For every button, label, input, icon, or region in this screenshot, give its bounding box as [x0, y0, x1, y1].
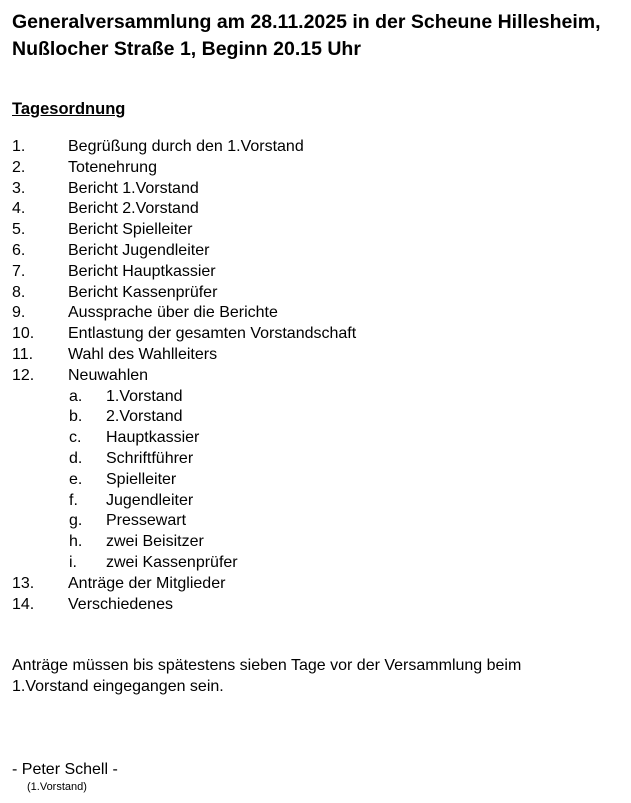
note-line-1: Anträge müssen bis spätestens sieben Tage vor der Versammlung beim	[12, 657, 522, 674]
election-subitem-text: 2.Vorstand	[106, 408, 183, 426]
agenda-item-text: Bericht Spielleiter	[68, 221, 193, 239]
agenda-item-number: 14.	[12, 595, 35, 613]
agenda-item-number: 11.	[12, 345, 34, 363]
title-line-2: Nußlocher Straße 1, Beginn 20.15 Uhr	[12, 38, 361, 60]
agenda-item-text: Neuwahlen	[68, 366, 149, 384]
agenda-item-text: Bericht 2.Vorstand	[68, 200, 199, 218]
election-subitem-text: Spielleiter	[106, 470, 177, 488]
note-line-2: 1.Vorstand eingegangen sein.	[12, 678, 224, 695]
agenda-item-number: 13.	[12, 574, 35, 592]
election-subitem-text: zwei Beisitzer	[106, 533, 204, 551]
election-subitem-text: Pressewart	[106, 512, 187, 530]
election-subitem-letter: c.	[69, 429, 82, 447]
agenda-item-number: 2.	[12, 158, 26, 176]
agenda-item-number: 5.	[12, 221, 26, 239]
agenda-heading: Tagesordnung	[12, 100, 126, 118]
agenda-item-number: 10.	[12, 325, 35, 343]
agenda-item-text: Begrüßung durch den 1.Vorstand	[68, 138, 304, 155]
election-subitem-letter: f.	[69, 491, 78, 509]
agenda-item-text: Totenehrung	[68, 158, 157, 176]
agenda-item-number: 6.	[12, 241, 26, 259]
agenda-item-text: Bericht Kassenprüfer	[68, 283, 218, 301]
election-subitem-text: Jugendleiter	[106, 491, 194, 509]
submission-note	[12, 655, 624, 697]
agenda-item-text: Aussprache über die Berichte	[68, 304, 278, 322]
election-subitem-text: Schriftführer	[106, 449, 194, 467]
signature-name: - Peter Schell -	[12, 761, 118, 778]
agenda-item-number: 4.	[12, 200, 26, 218]
agenda-item-text: Entlastung der gesamten Vorstandschaft	[68, 325, 357, 343]
agenda-item-text: Wahl des Wahlleiters	[68, 345, 218, 363]
election-subitem-text: zwei Kassenprüfer	[106, 553, 238, 571]
agenda-item-text: Bericht Jugendleiter	[68, 241, 210, 259]
election-subitem-text: Hauptkassier	[106, 429, 200, 447]
agenda-item-number: 9.	[12, 304, 26, 322]
election-subitem-letter: e.	[69, 470, 83, 488]
agenda-item-text: Bericht Hauptkassier	[68, 262, 216, 280]
election-subitem-letter: h.	[69, 533, 83, 551]
election-subitem-text: 1.Vorstand	[106, 387, 183, 405]
election-subitem-letter: a.	[69, 387, 83, 405]
agenda-item-number: 12.	[12, 366, 35, 384]
election-subitem-letter: d.	[69, 449, 83, 467]
election-subitem-letter: g.	[69, 512, 83, 530]
agenda-item-text: Anträge der Mitglieder	[68, 574, 226, 592]
election-subitem-letter: i.	[69, 553, 77, 571]
agenda-item-number: 3.	[12, 179, 26, 197]
signature-role: (1.Vorstand)	[27, 781, 87, 793]
agenda-item-number: 7.	[12, 262, 26, 280]
agenda-item-text: Verschiedenes	[68, 595, 173, 613]
election-subitem-letter: b.	[69, 408, 83, 426]
title-line-1: Generalversammlung am 28.11.2025 in der Scheune Hillesheim,	[12, 11, 601, 33]
agenda-item-number: 1.	[12, 138, 26, 155]
agenda-item-text: Bericht 1.Vorstand	[68, 179, 199, 197]
document-title	[12, 9, 624, 63]
agenda-item-number: 8.	[12, 283, 26, 301]
